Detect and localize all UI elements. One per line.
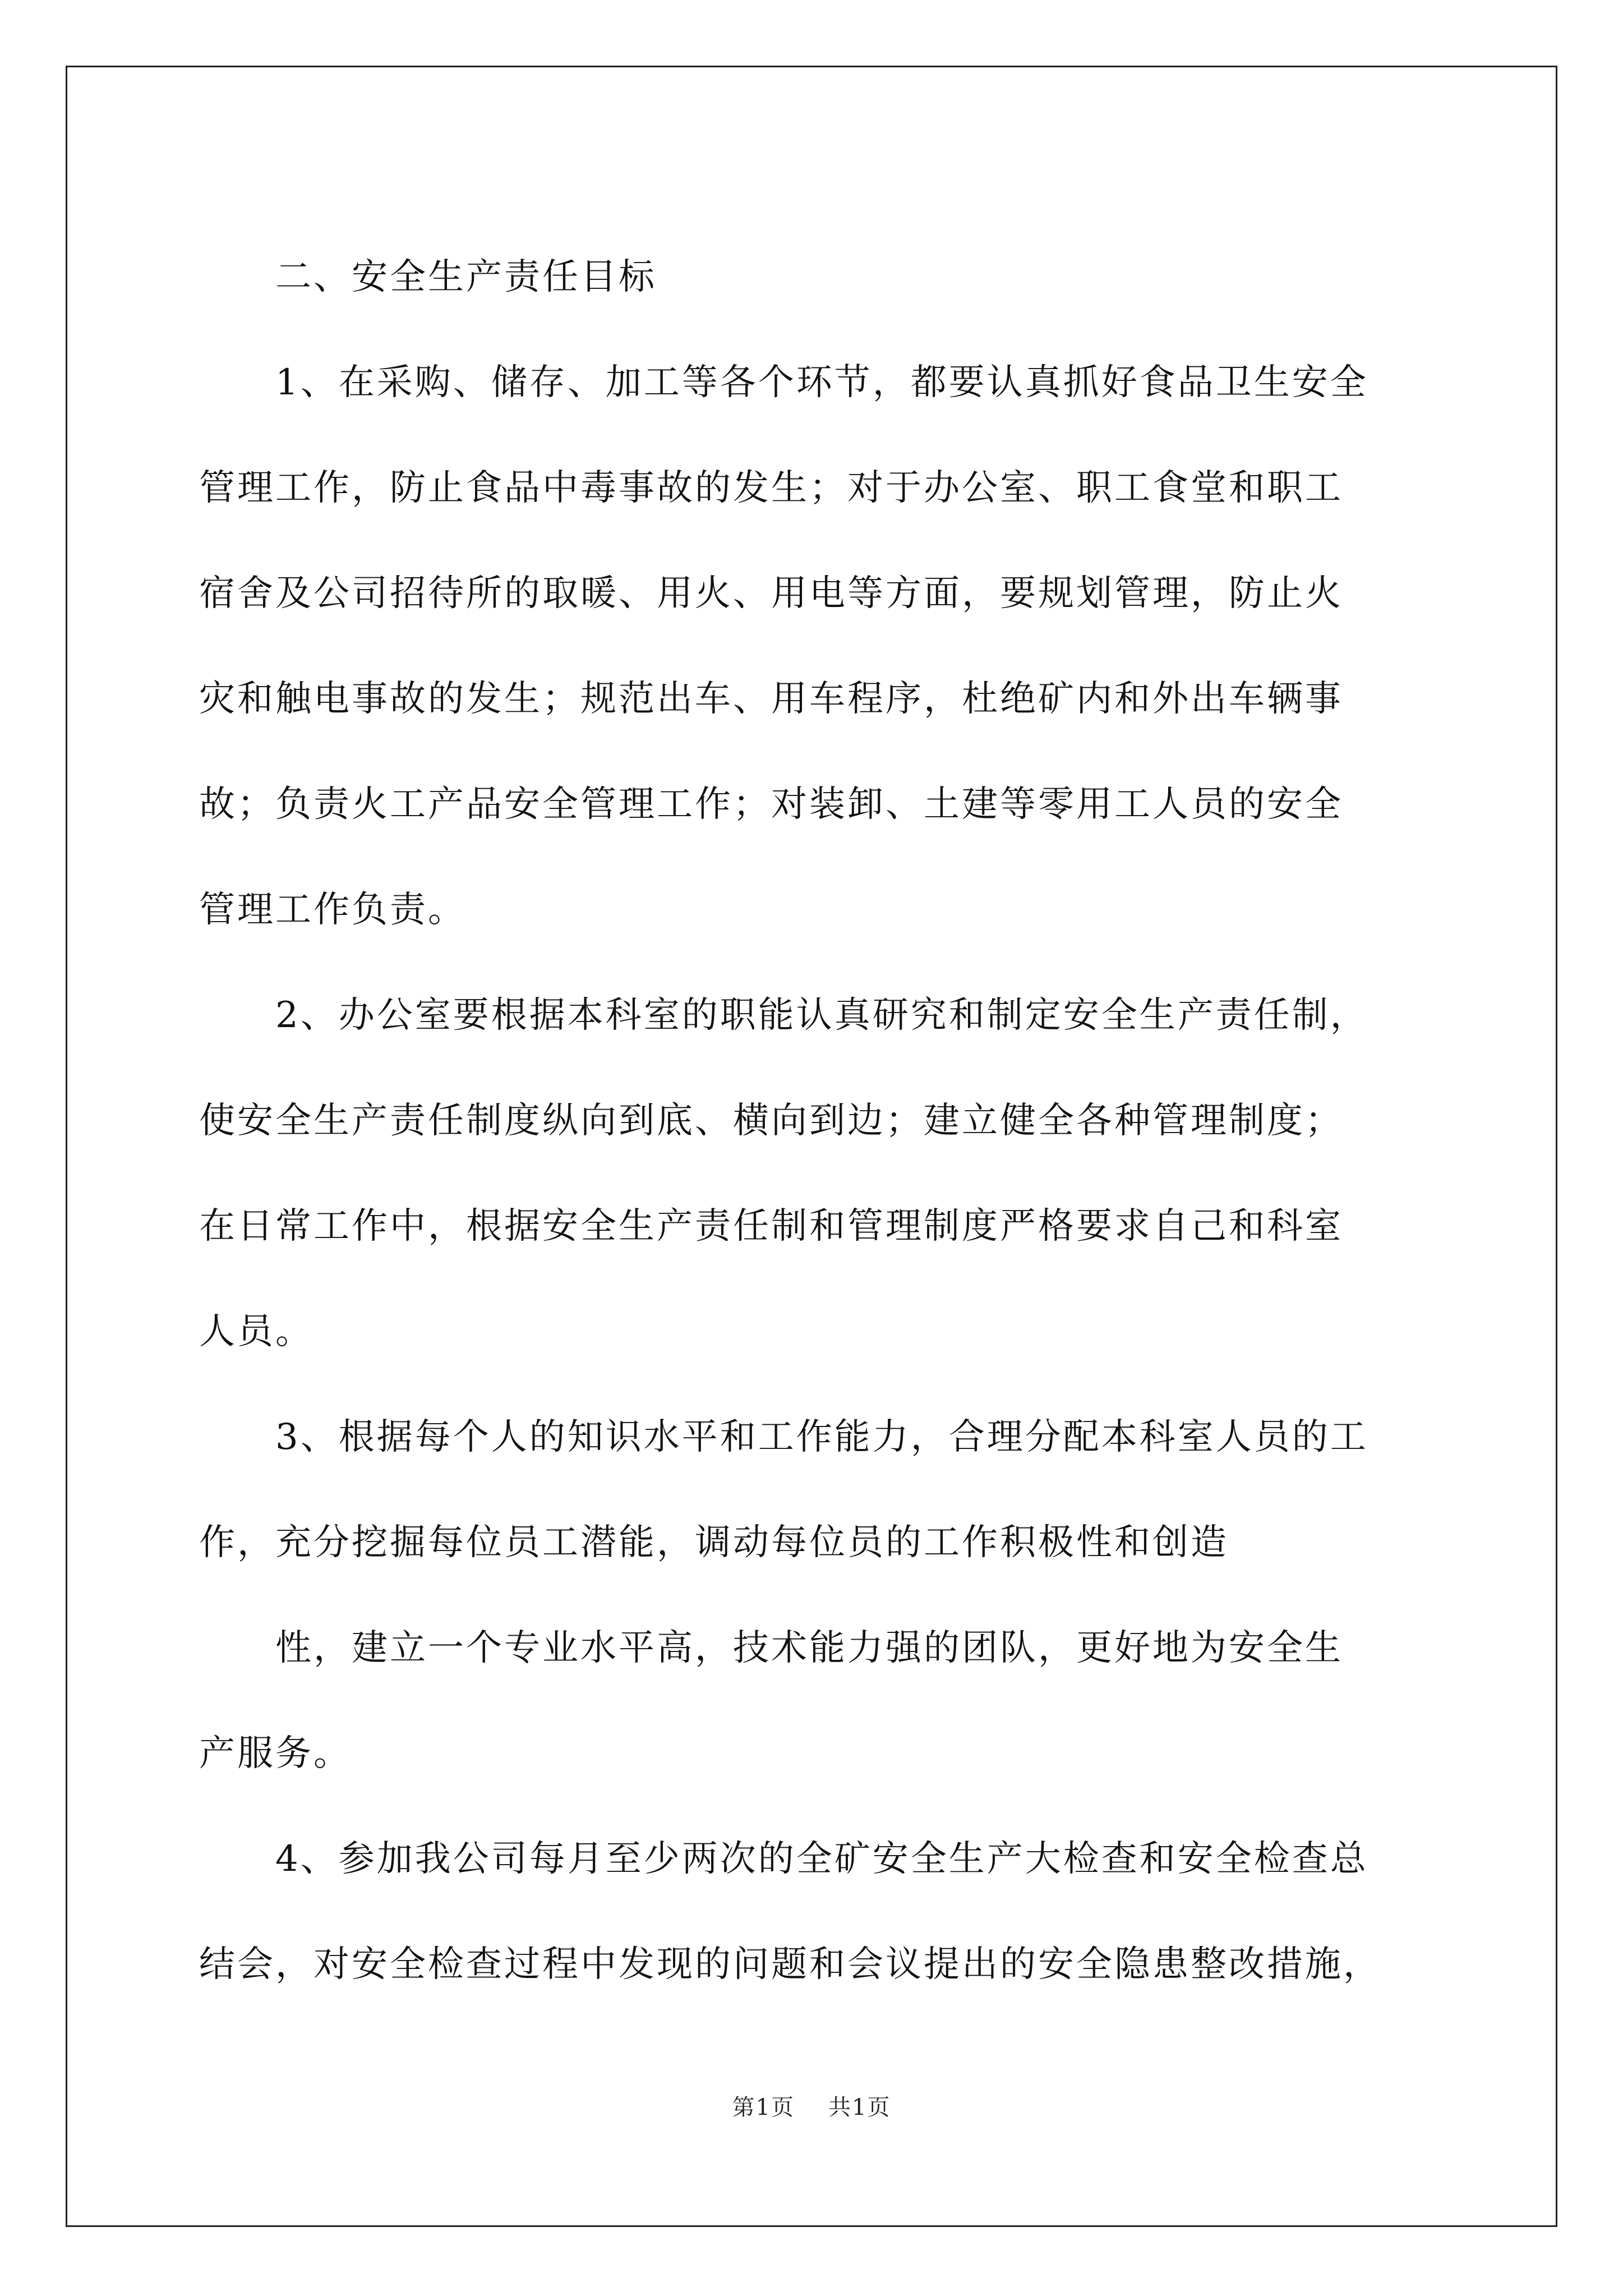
text-line: 结会，对安全检查过程中发现的问题和会议提出的安全隐患整改措施， bbox=[199, 1944, 1381, 1985]
text-line: 宿舍及公司招待所的取暖、用火、用电等方面，要规划管理，防止火 bbox=[199, 573, 1343, 614]
document-body bbox=[199, 224, 1433, 2017]
text-line: 故；负责火工产品安全管理工作；对装卸、土建等零用工人员的安全 bbox=[199, 784, 1343, 825]
page-footer bbox=[0, 2090, 1623, 2122]
page-total: 共1页 bbox=[828, 2095, 891, 2120]
text-line: 2、办公室要根据本科室的职能认真研究和制定安全生产责任制， bbox=[275, 995, 1368, 1036]
text-line: 4、参加我公司每月至少两次的全矿安全生产大检查和安全检查总 bbox=[275, 1838, 1368, 1880]
text-line: 在日常工作中，根据安全生产责任制和管理制度严格要求自己和科室 bbox=[199, 1205, 1343, 1247]
text-line: 管理工作，防止食品中毒事故的发生；对于办公室、职工食堂和职工 bbox=[199, 467, 1343, 509]
text-line: 性，建立一个专业水平高，技术能力强的团队，更好地为安全生 bbox=[275, 1627, 1343, 1669]
text-line: 1、在采购、储存、加工等各个环节，都要认真抓好食品卫生安全 bbox=[275, 362, 1368, 403]
text-line: 使安全生产责任制度纵向到底、横向到边；建立健全各种管理制度； bbox=[199, 1100, 1343, 1142]
text-line: 人员。 bbox=[199, 1311, 313, 1352]
text-line: 作，充分挖掘每位员工潜能，调动每位员的工作积极性和创造 bbox=[199, 1522, 1229, 1563]
text-line: 二、安全生产责任目标 bbox=[275, 256, 657, 298]
text-line: 3、根据每个人的知识水平和工作能力，合理分配本科室人员的工 bbox=[275, 1416, 1368, 1458]
page-number: 第1页 bbox=[732, 2095, 795, 2120]
text-line: 管理工作负责。 bbox=[199, 889, 466, 931]
text-line: 产服务。 bbox=[199, 1733, 352, 1774]
text-line: 灾和触电事故的发生；规范出车、用车程序，杜绝矿内和外出车辆事 bbox=[199, 678, 1343, 720]
